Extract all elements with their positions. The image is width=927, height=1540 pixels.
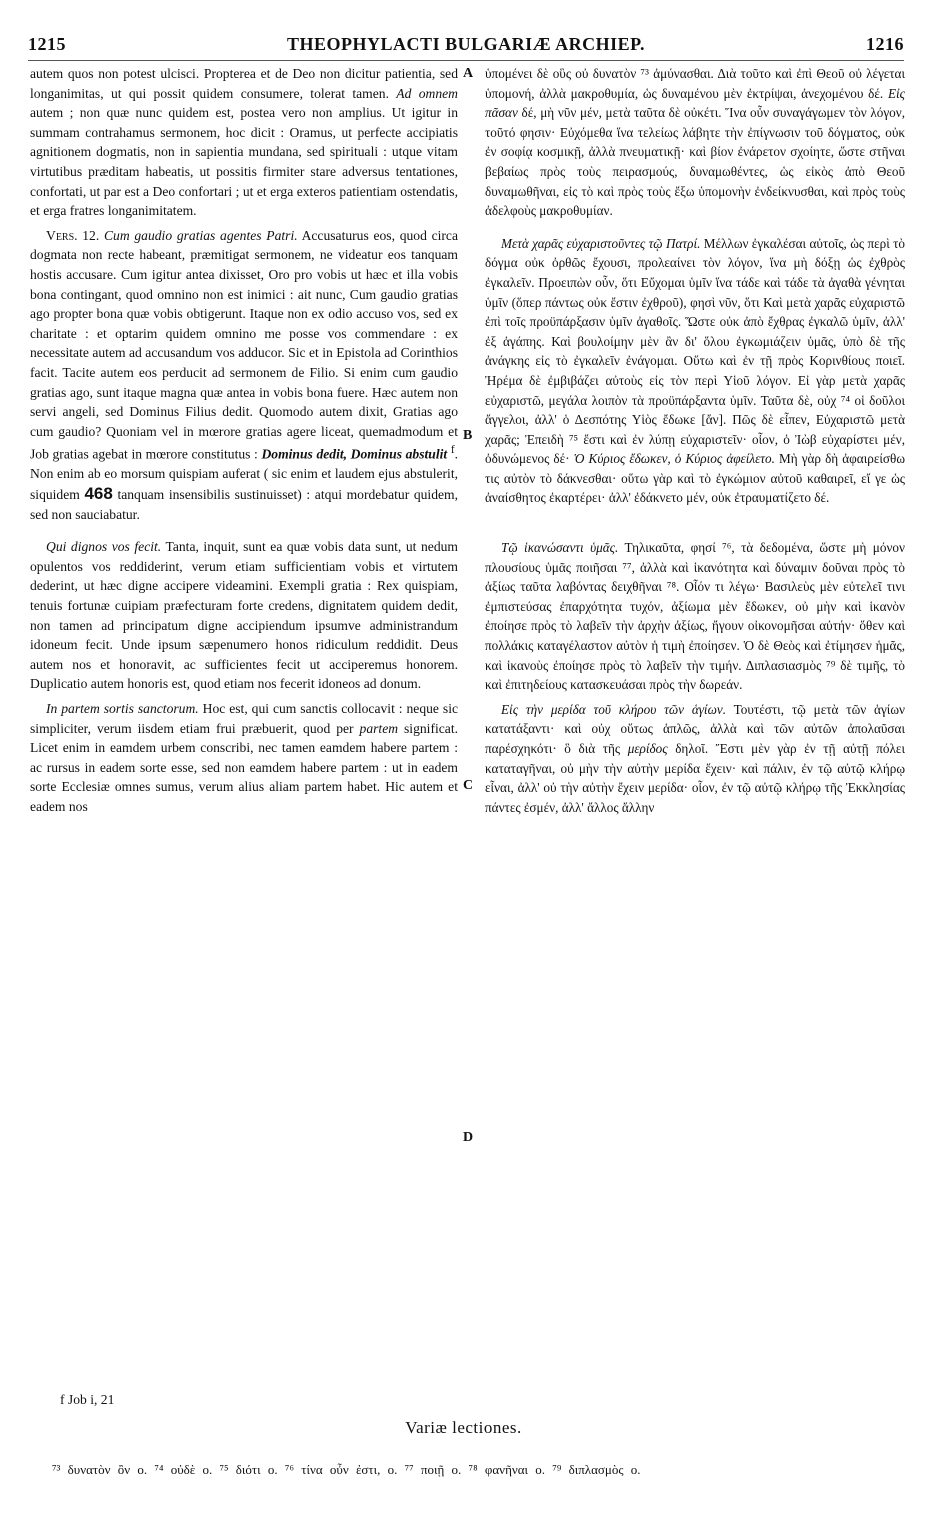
page-number-right: 1216	[866, 34, 904, 54]
lemma: Τῷ ἱκανώσαντι ὑμᾶς.	[501, 540, 619, 556]
scripture-quote: Ὁ Κύριος ἔδωκεν, ὁ Κύριος ἀφείλετο.	[573, 451, 775, 467]
greek-column	[485, 64, 905, 822]
greek-paragraph	[485, 700, 905, 818]
lemma: Μετὰ χαρᾶς εὐχαριστοῦντες τῷ Πατρί.	[501, 235, 701, 251]
latin-paragraph	[30, 226, 458, 524]
page-header	[28, 34, 904, 58]
latin-paragraph	[30, 699, 458, 817]
text: Μὴ γὰρ δὴ ἀφαιρείσθω τις αὐτὸν τὸ δάκνεσθαι· οὕτω γὰρ καὶ τὸ ἐγκώμιον αὐτοῦ καθαιρεῖ, εἴ γε ὡς ἀναίσθητος ἐκαρτέρει· ἀλλ' ἐδάκνετο μέν, οὐκ ἐτραυματίζετο δέ.	[485, 451, 906, 506]
margin-letter: B	[463, 428, 473, 443]
margin-letter: A	[463, 66, 474, 81]
lemma: Cum gaudio gratias agentes Patri.	[103, 227, 298, 243]
text: Tanta, inquit, sunt ea quæ vobis data sunt, ut nedum opulentos vos reddiderint, verum etiam sufficientiam vobis et virtutem dederint, ut hæc digne accipere videamini. Exempli gratia : Rex quispiam, tenuis fortunæ cuipiam præfecturam forte credens, dignitatem quidem dedit, non tamen ad principatum digne accipiendum ipsumve administrandum idoneum fecit. Unde ipsum sæpenumero honos ridiculum reddidit. Deus autem nos et honoravit, ac sufficientes fecit ut acciperemus honorem. Duplicatio autem honoris est, quod etiam nos fecerit idoneos ad donum.	[30, 539, 458, 692]
italic-text: Εἰς πᾶσαν	[485, 85, 906, 121]
variae-title: Variæ lectiones.	[405, 1418, 522, 1437]
italic-text: Ad omnem	[396, 85, 458, 101]
text: Τηλικαῦτα, φησί ⁷⁶, τὰ δεδομένα, ὥστε μὴ μόνον πλουσίους ὑμᾶς ποιῆσαι ⁷⁷, ἀλλὰ καὶ ἱκανότητα καὶ δύναμιν δοῦναι πρὸς τὸ ἀξίως ταῦτα λαβόντας δειχθῆναι ⁷⁸. Οἷόν τι λέγω· Βασιλεὺς μὲν εὐτελεῖ τινι ἐμπιστεύσας ἐπαρχότητα τυχόν, ἀξίωμα μὲν ἔδωκεν, οὐ μὴν καὶ ἱκανὸν ἐποίησε πρὸς τὸ λαβεῖν τὴν ἀρχὴν ἀξίως, ἤγουν οἰκονομῆσαι αὐτήν· ὅθεν καὶ πολλάκις καταγέλαστον αὐτὸν ἡ τιμὴ ἐποίησεν. Ὁ δὲ Θεὸς καὶ ἐτίμησεν ἡμᾶς, καὶ ἱκανοὺς ἐποίησε πρὸς τὸ λαβεῖν τὴν τιμήν. Διπλασιασμὸς ⁷⁹ δὲ τιμῆς, τὸ καὶ ἐπιτηδείους κατασκευάσαι πρὸς τὴν δωρεάν.	[485, 540, 905, 693]
text: Hoc est, qui cum sanctis collocavit : neque sic simpliciter, verum iisdem etiam frui præbuerit, quod per	[30, 700, 458, 736]
text: significat. Licet enim in eamdem urbem conscribi, nec tamen eamdem habere partem : ac rursus in eadem sorte esse, sed non eamdem habere partem : ut in eadem sorte Ecclesiæ omnes sumus, verum alius aliam partem habet. Hic autem et eadem nos	[30, 720, 458, 814]
lemma: Εἰς τὴν μερίδα τοῦ κλήρου τῶν ἁγίων.	[501, 701, 727, 717]
text: Μέλλων ἐγκαλέσαι αὐτοῖς, ὡς περὶ τὸ δόγμα οὐκ ὀρθῶς ἔχουσι, προλεαίνει τὸν λόγον, ἵνα μὴ δόξῃ ὡς ἐχθρὸς ἐγκαλεῖν. Προειπὼν οὖν, ὅτι Εὔχομαι ὑμῖν ἵνα τάδε καὶ τάδε τὰ ἀγαθὰ γένηται ὑμῖν (ὅπερ πάντως οὐκ ἔστιν ἐχθροῦ), φησὶ νῦν, ὅτι Καὶ μετὰ χαρᾶς εὐχαριστῶ ἐπὶ τοῖς προϋπάρξασιν ὑμῖν ἀγαθοῖς. Ὥστε οὐκ ἀπὸ ἔχθρας ἐγκαλῶ ὑμῖν, ἀλλ' ἐξ ἀγάπης. Καὶ βουλοίμην μὲν ἂν δι' ὅλου ἐγκωμιάζειν ὑμᾶς, ὑπὸ δὲ τῆς ἀνάγκης εἰς τὸ ἐγκαλεῖν ἐνάγομαι. Οὕτω καὶ ἐν τῇ πρὸς Κορινθίους ποιεῖ. Ἠρέμα δὲ ἐμβιβάζει αὐτοὺς εἰς τὸν περὶ Υἱοῦ λόγον. Εἰ γὰρ μετὰ χαρᾶς εὐχαριστῶ, μεγάλα λοιπὸν τὰ προϋπάρξαντα ὑμῖν. Ταῦτα δὲ, οὐχ ⁷⁴ οἱ δοῦλοι ἄγγελοι, ἀλλ' ὁ Δεσπότης Υἱὸς ἔδωκε [ἄν]. Πῶς δὲ εἶπεν, Εὐχαριστῶ μετὰ χαρᾶς; Ἐπειδὴ ⁷⁵ ἔστι καὶ ἐν λύπῃ εὐχαριστεῖν· οἷον, ὁ Ἰὼβ εὐχαρίστει μέν, ὀδυνώμενος δέ·	[485, 235, 905, 467]
text: autem ; non quæ nunc quidem est, postea vero non amplius. Ut igitur in summam contrahamus sermonem, hoc dicit : Oramus, ut perfecte accipiatis agnitionem dogmatis, non in sapientia mundana, sed spirituali : utque vitam virtutibus præditam habeatis, ut possitis firmiter stare adversus tentationes, confortati, ut par est a Deo confortari ; ut et erga exteros patientiam ostendatis, et erga fratres longanimitatem.	[30, 105, 458, 219]
page-number-left: 1215	[28, 34, 66, 54]
text: ὑπομένει δὲ οὓς οὐ δυνατὸν ⁷³ ἀμύνασθαι. Διὰ τοῦτο καὶ ἐπὶ Θεοῦ οὐ λέγεται ὑπομονή, ἀλλὰ μακροθυμία, ὡς δυναμένου μὲν ἐκτρίψαι, ἀνεχομένου δέ.	[485, 66, 905, 101]
scripture-quote: Dominus dedit, Dominus abstulit	[261, 446, 448, 462]
lemma: In partem sortis sanctorum.	[46, 700, 199, 716]
text: δηλοῖ. Ἔστι μὲν γὰρ ἐν τῇ αὐτῇ πόλει καταταγῆναι, οὐ μὴν τὴν αὐτὴν μερίδα ἔχειν· καὶ πάλιν, ἐν τῷ αὐτῷ κλήρῳ εἶναι, ἀλλ' οὐ τὴν αὐτὴν ἔχειν μερίδα· οἷον, ἐν τῷ αὐτῷ κλήρῳ τῆς Ἐκκλησίας πάντες ἐσμέν, ἀλλ' ἄλλος ἄλλην	[485, 741, 906, 815]
header-rule	[28, 60, 904, 61]
margin-letter: D	[463, 1130, 474, 1145]
running-title: THEOPHYLACTI BULGARIÆ ARCHIEP.	[287, 34, 645, 54]
margin-letter: C	[463, 778, 474, 793]
italic-text: partem	[359, 720, 399, 736]
column-number: 468	[84, 484, 113, 503]
footnote-marker: f	[450, 444, 455, 457]
italic-text: μερίδος	[627, 741, 668, 756]
text: tanquam insensibilis sustinuisset) : atqui mordebatur quidem, sed non sauciabatur.	[30, 487, 459, 522]
text: . Non enim ab eo morsum quispiam auferat ( sic enim et laudem ejus abstulerit, siquidem	[30, 446, 458, 502]
latin-column	[30, 64, 458, 822]
greek-paragraph	[485, 64, 905, 221]
text: δέ, μὴ νῦν μέν, μετὰ ταῦτα δὲ οὐκέτι. Ἵνα οὖν συναγάγωμεν τὸν λόγον, τοῦτό φησιν· Εὐχόμεθα ἵνα τελείως λάβητε τὴν ἐπίγνωσιν τοῦ δόγματος, οὐκ ἐν σοφίᾳ κοσμικῇ, ἀλλὰ πνευματικῇ· καὶ βίον ἐνάρετον σχοίητε, ὥστε στῆναι βεβαίως πρὸς τοὺς πειρασμούς, δυναμωθέντες, ὡς εἰκὸς ἀπὸ Θεοῦ δυναμωθῆναι, εἰς τὸ καὶ πρὸς τοὺς ἔξω ὑπομονὴν ἐνδείκνυσθαι, καὶ πρὸς τοὺς ἀδελφοὺς μακροθυμίαν.	[485, 105, 906, 219]
greek-paragraph	[485, 234, 905, 508]
variae-lectiones: ⁷³ δυνατὸν ὂν ο. ⁷⁴ οὐδὲ ο. ⁷⁵ διότι ο. ⁷⁶ τίνα οὖν ἐστι, ο. ⁷⁷ ποιῇ ο. ⁷⁸ φανῆναι ο. ⁷⁹ διπλασμὸς ο.	[52, 1462, 641, 1477]
text: Τουτέστι, τῷ μετὰ τῶν ἁγίων κατατάξαντι· καὶ οὐχ οὕτως ἁπλῶς, ἀλλὰ καὶ τῶν αὐτῶν ἀπολαῦσαι παρέσχηκότι· ὃ διὰ τῆς	[485, 701, 905, 756]
verse-label: Vers. 12.	[46, 227, 100, 243]
text: Accusaturus eos, quod circa dogmata non recte habeant, præmitigat sermonem, ne videatur eos tanquam hostis accusare. Cum igitur antea dixisset, Oro pro vobis ut hæc et illa vobis bona contingant, quod omnino non est inimici : ait nunc, Cum gaudio gratias ago propter bona quæ vobis obtigerunt. Itaque non ex odio accuso vos, sed ex charitate : et optarim quidem omnino me posse vos commendare : ex necessitate autem ad accusandum vos adducor. Sic et in Epistola ad Corinthios facit. Tacite autem eos perducit ad sermonem de Filio. Si enim cum gaudio gratias ago, sunt itaque magna quæ antea in vobis bona fuere. Hæc autem non servi angeli, sed Dominus Filius dedit. Quomodo autem dixit, Gratias ago cum gaudio? Quoniam vel in mœrore gratias agere liceat, quemadmodum et Job gratias agebat in mœrore constitutus :	[30, 227, 458, 462]
greek-paragraph	[485, 538, 905, 695]
footnote: f Job i, 21	[60, 1392, 115, 1407]
latin-paragraph	[30, 537, 458, 694]
latin-paragraph	[30, 64, 458, 221]
lemma: Qui dignos vos fecit.	[46, 539, 162, 555]
text: autem quos non potest ulcisci. Propterea et de Deo non dicitur patientia, sed longanimitas, ut qui possit quidem consumere, tolerat tamen.	[30, 66, 458, 101]
